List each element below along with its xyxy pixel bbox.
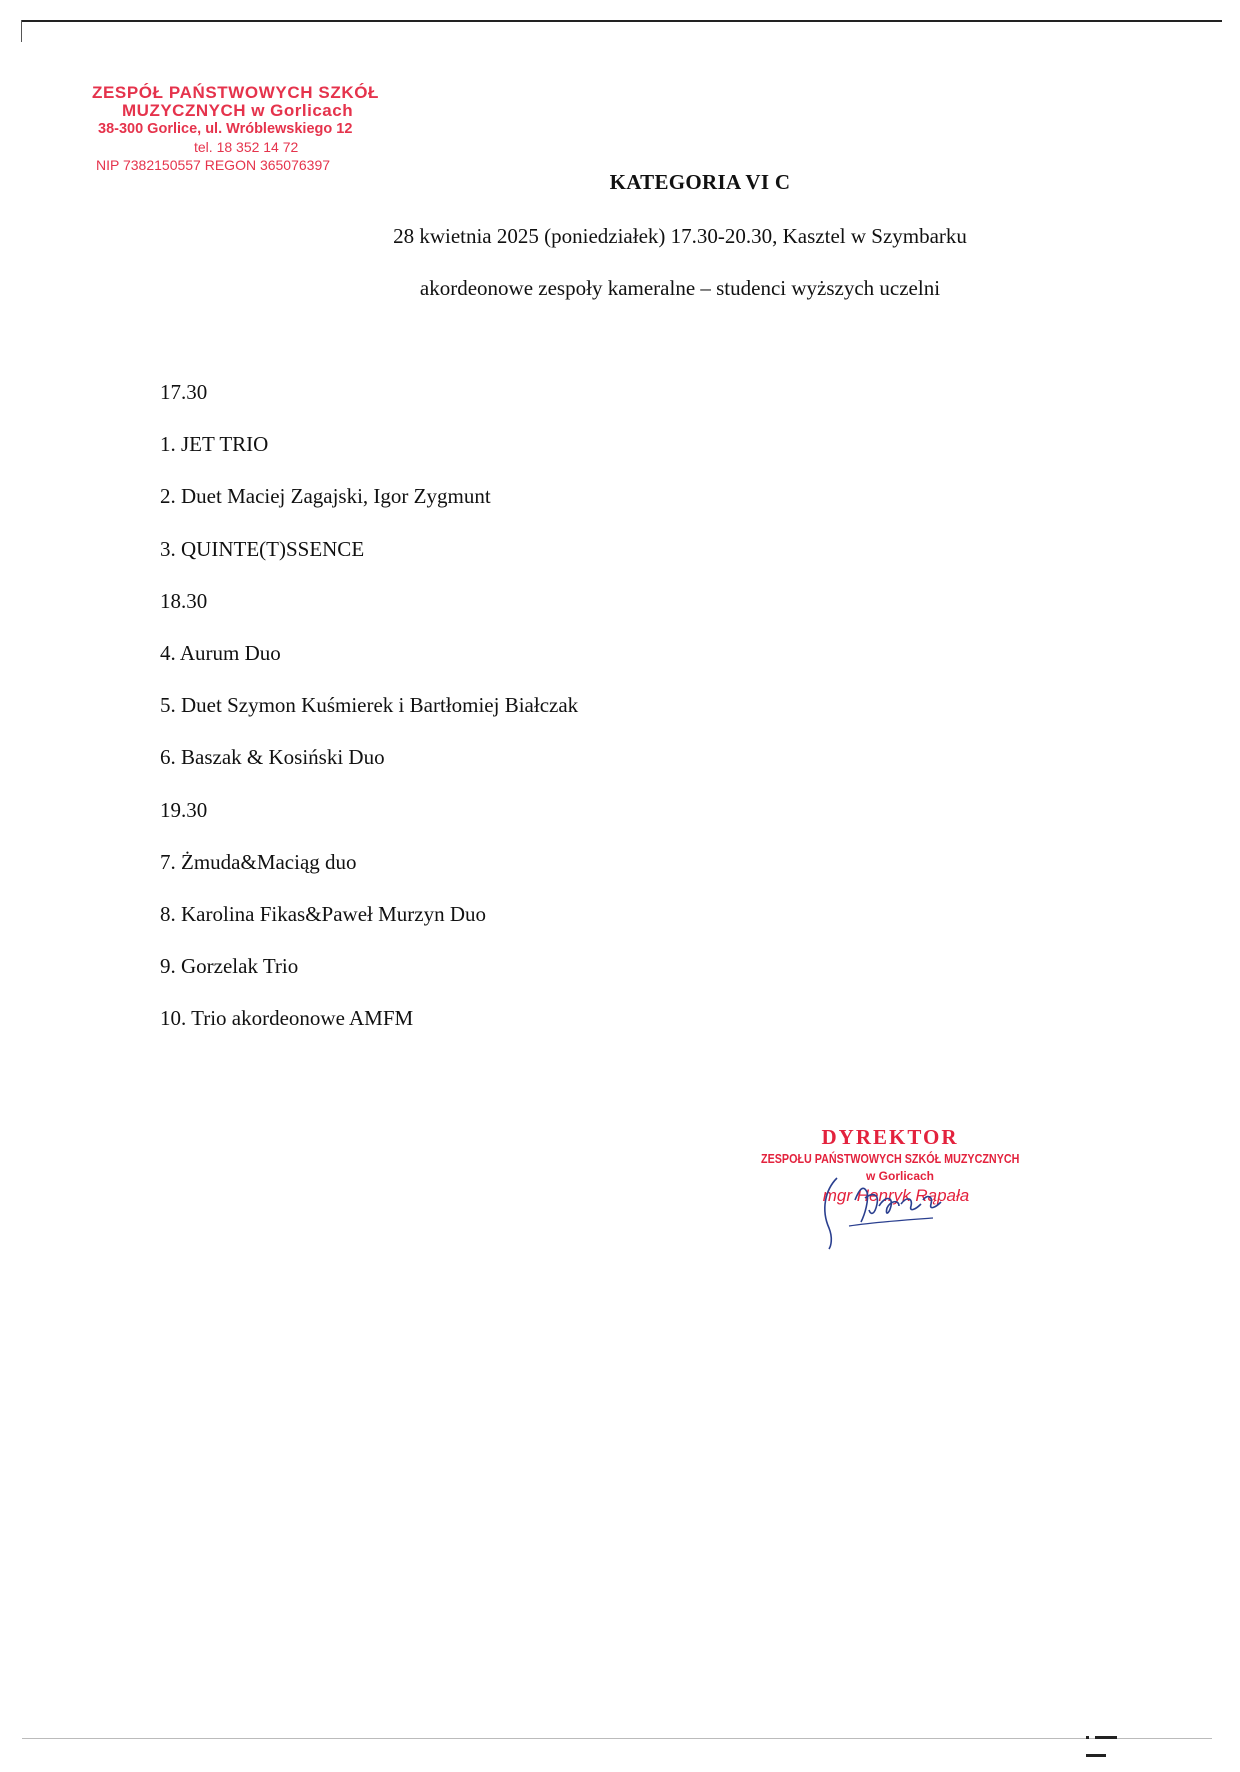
director-stamp-city: w Gorlicach xyxy=(865,1169,935,1183)
program-entry: 7. Żmuda&Maciąg duo xyxy=(160,849,357,874)
director-stamp-name: mgr Henryk Rąpała xyxy=(822,1186,970,1205)
program-entry: 8. Karolina Fikas&Paweł Murzyn Duo xyxy=(160,901,487,926)
director-stamp-school: ZESPOŁU PAŃSTWOWYCH SZKÓŁ MUZYCZNYCH xyxy=(761,1152,1020,1166)
time-slot-heading: 17.30 xyxy=(160,380,208,404)
bottom-border-line xyxy=(22,1738,1212,1739)
left-border-mark xyxy=(21,20,22,42)
event-date-line: 28 kwietnia 2025 (poniedziałek) 17.30-20.30, Kasztel w Szymbarku xyxy=(393,224,967,248)
bottom-scan-marks xyxy=(1086,1736,1146,1740)
program-entry: 9. Gorzelak Trio xyxy=(160,954,299,979)
director-stamp-title: DYREKTOR xyxy=(821,1125,959,1149)
school-stamp-phone: tel. 18 352 14 72 xyxy=(194,139,299,155)
school-stamp-line-2: MUZYCZNYCH w Gorlicach xyxy=(122,101,354,120)
event-category-line: akordeonowe zespoły kameralne – studenci wyższych uczelni xyxy=(419,276,941,300)
top-border-line xyxy=(22,20,1222,22)
school-stamp-nip-regon: NIP 7382150557 REGON 365076397 xyxy=(96,157,331,173)
school-stamp-line-1: ZESPÓŁ PAŃSTWOWYCH SZKÓŁ xyxy=(92,83,380,102)
program-entry: 1. JET TRIO xyxy=(160,432,269,457)
time-slot-heading: 19.30 xyxy=(160,797,208,822)
school-stamp xyxy=(92,84,392,174)
program-entry: 3. QUINTE(T)SSENCE xyxy=(160,536,365,561)
handwritten-signature xyxy=(815,1170,975,1250)
performance-program xyxy=(160,378,578,1056)
program-entry: 6. Baszak & Kosiński Duo xyxy=(160,745,385,770)
page-title: KATEGORIA VI C xyxy=(609,170,791,194)
time-slot-heading: 18.30 xyxy=(160,588,208,613)
program-entry: 10. Trio akordeonowe AMFM xyxy=(160,1006,414,1031)
program-entry: 4. Aurum Duo xyxy=(160,640,281,665)
program-entry: 2. Duet Maciej Zagajski, Igor Zygmunt xyxy=(160,484,491,509)
school-stamp-address: 38-300 Gorlice, ul. Wróblewskiego 12 xyxy=(98,121,353,137)
program-entry: 5. Duet Szymon Kuśmierek i Bartłomiej Białczak xyxy=(160,693,579,718)
